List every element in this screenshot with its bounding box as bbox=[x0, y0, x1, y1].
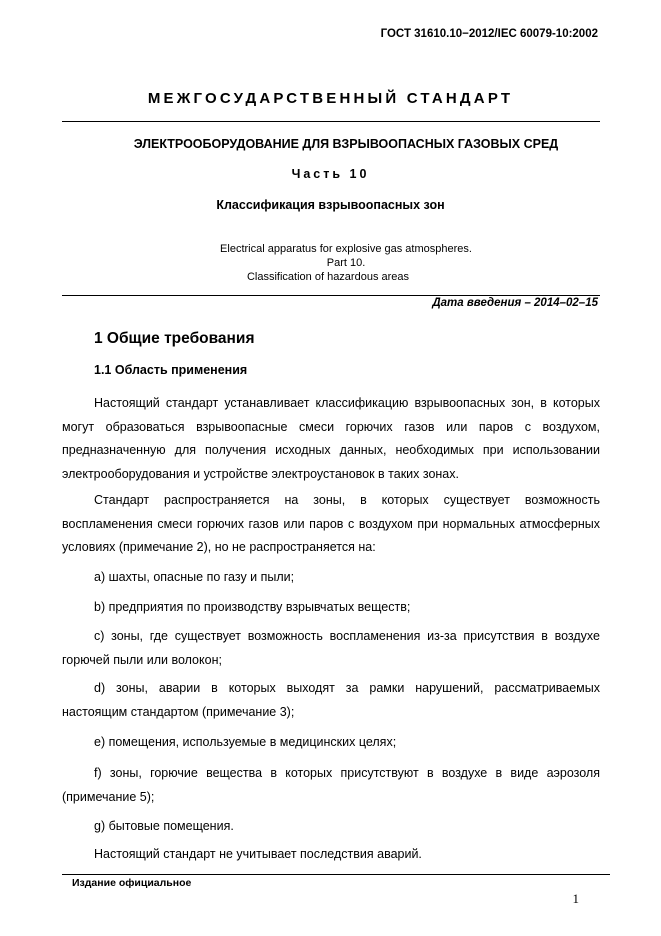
paragraph-scope: Настоящий стандарт устанавливает классификацию взрывоопасных зон, в которых могут образоваться взрывоопасные смеси горючих газов или паров с воздухом, предназначенную для получения исходных данных, необходимых при использовании электрооборудования и устройстве электроустановок в таких зонах. bbox=[62, 396, 600, 481]
subsection-heading: 1.1 Область применения bbox=[94, 363, 248, 377]
english-title bbox=[0, 242, 661, 284]
footer-divider bbox=[62, 874, 610, 875]
list-item: f) зоны, горючие вещества в которых присутствуют в воздухе в виде аэрозоля (примечание 5); bbox=[62, 766, 600, 804]
english-title-line: Classification of hazardous areas bbox=[246, 271, 410, 283]
intro-divider bbox=[62, 295, 600, 296]
list-item: g) бытовые помещения. bbox=[94, 819, 234, 833]
standard-subtitle: ЭЛЕКТРООБОРУДОВАНИЕ ДЛЯ ВЗРЫВООПАСНЫХ ГАЗОВЫХ СРЕД bbox=[133, 137, 559, 151]
standard-title: МЕЖГОСУДАРСТВЕННЫЙ СТАНДАРТ bbox=[147, 90, 514, 107]
part-number: Часть 10 bbox=[291, 167, 370, 181]
closing-statement: Настоящий стандарт не учитывает последствия аварий. bbox=[94, 847, 422, 861]
list-item: b) предприятия по производству взрывчатых веществ; bbox=[94, 600, 411, 614]
list-item: d) зоны, аварии в которых выходят за рамки нарушений, рассматриваемых настоящим стандартом (примечание 3); bbox=[62, 681, 600, 719]
title-divider bbox=[62, 121, 600, 122]
list-item: с) зоны, где существует возможность воспламенения из-за присутствия в воздухе горючей пыли или волокон; bbox=[62, 629, 600, 667]
document-code: ГОСТ 31610.10−2012/IEC 60079-10:2002 bbox=[380, 28, 598, 40]
list-item: е) помещения, используемые в медицинских целях; bbox=[94, 735, 397, 749]
introduction-date: Дата введения – 2014–02–15 bbox=[432, 297, 598, 309]
paragraph-applicability: Стандарт распространяется на зоны, в которых существует возможность воспламенения смеси горючих газов или паров с воздухом при нормальных атмосферных условиях (примечание 2), но не распространяется на: bbox=[62, 493, 600, 554]
part-title: Классификация взрывоопасных зон bbox=[216, 198, 445, 212]
section-heading: 1 Общие требования bbox=[94, 330, 255, 347]
page-number: 1 bbox=[572, 891, 579, 906]
edition-note: Издание официальное bbox=[72, 877, 192, 889]
list-item: а) шахты, опасные по газу и пыли; bbox=[94, 570, 295, 584]
english-title-line: Part 10. bbox=[326, 257, 366, 269]
english-title-line: Electrical apparatus for explosive gas atmospheres. bbox=[220, 243, 472, 255]
